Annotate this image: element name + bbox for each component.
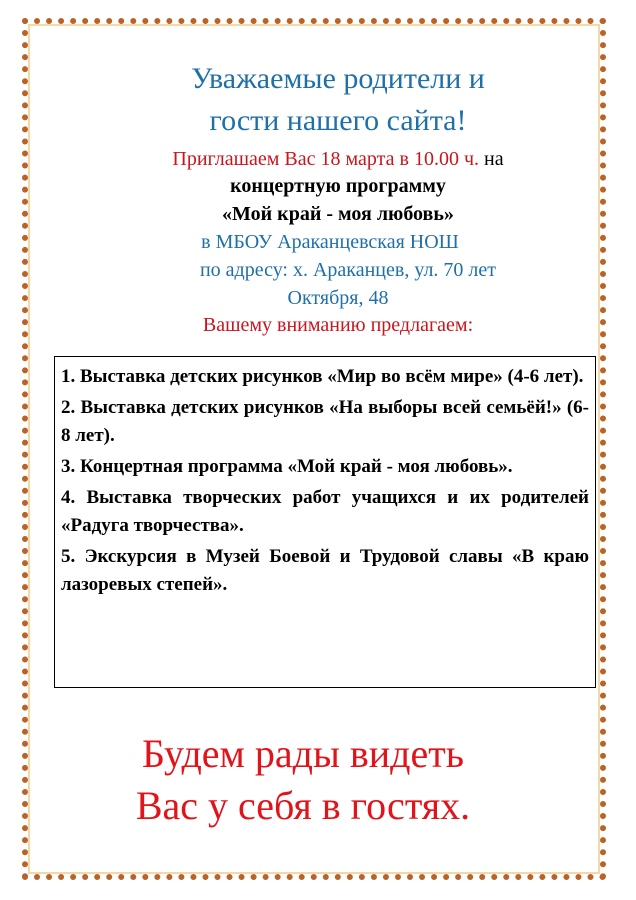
list-item: 3. Концертная программа «Мой край - моя любовь». xyxy=(61,456,513,477)
invite-date-text: Приглашаем Вас 18 марта в 10.00 ч. xyxy=(172,148,479,170)
list-item: 5. Экскурсия в Музей Боевой и Трудовой славы «В краю лазоревых степей». xyxy=(61,546,589,595)
address-line-1: по адресу: х. Араканцев, ул. 70 лет xyxy=(199,259,497,281)
invite-on-text: на xyxy=(479,148,504,170)
address-line-2: Октября, 48 xyxy=(287,287,389,309)
program-intro: концертную программу xyxy=(230,175,446,197)
program-list xyxy=(54,356,596,688)
closing-line-1: Будем рады видеть xyxy=(142,731,464,776)
closing-line-2: Вас у себя в гостях. xyxy=(135,783,471,828)
list-item: 2. Выставка детских рисунков «На выборы всей семьёй!» (6-8 лет). xyxy=(61,397,589,446)
invite-line xyxy=(40,146,596,172)
greeting-line-1: Уважаемые родители и xyxy=(191,62,485,95)
header-section xyxy=(40,58,596,338)
program-title: «Мой край - моя любовь» xyxy=(222,203,454,225)
greeting-line-2: гости нашего сайта! xyxy=(209,104,467,137)
closing-message xyxy=(40,728,596,832)
list-item: 1. Выставка детских рисунков «Мир во всём мире» (4-6 лет). xyxy=(61,366,584,387)
venue: в МБОУ Араканцевская НОШ xyxy=(201,231,459,253)
offer-heading: Вашему вниманию предлагаем: xyxy=(202,314,474,336)
list-item: 4. Выставка творческих работ учащихся и их родителей «Радуга творчества». xyxy=(61,487,589,536)
